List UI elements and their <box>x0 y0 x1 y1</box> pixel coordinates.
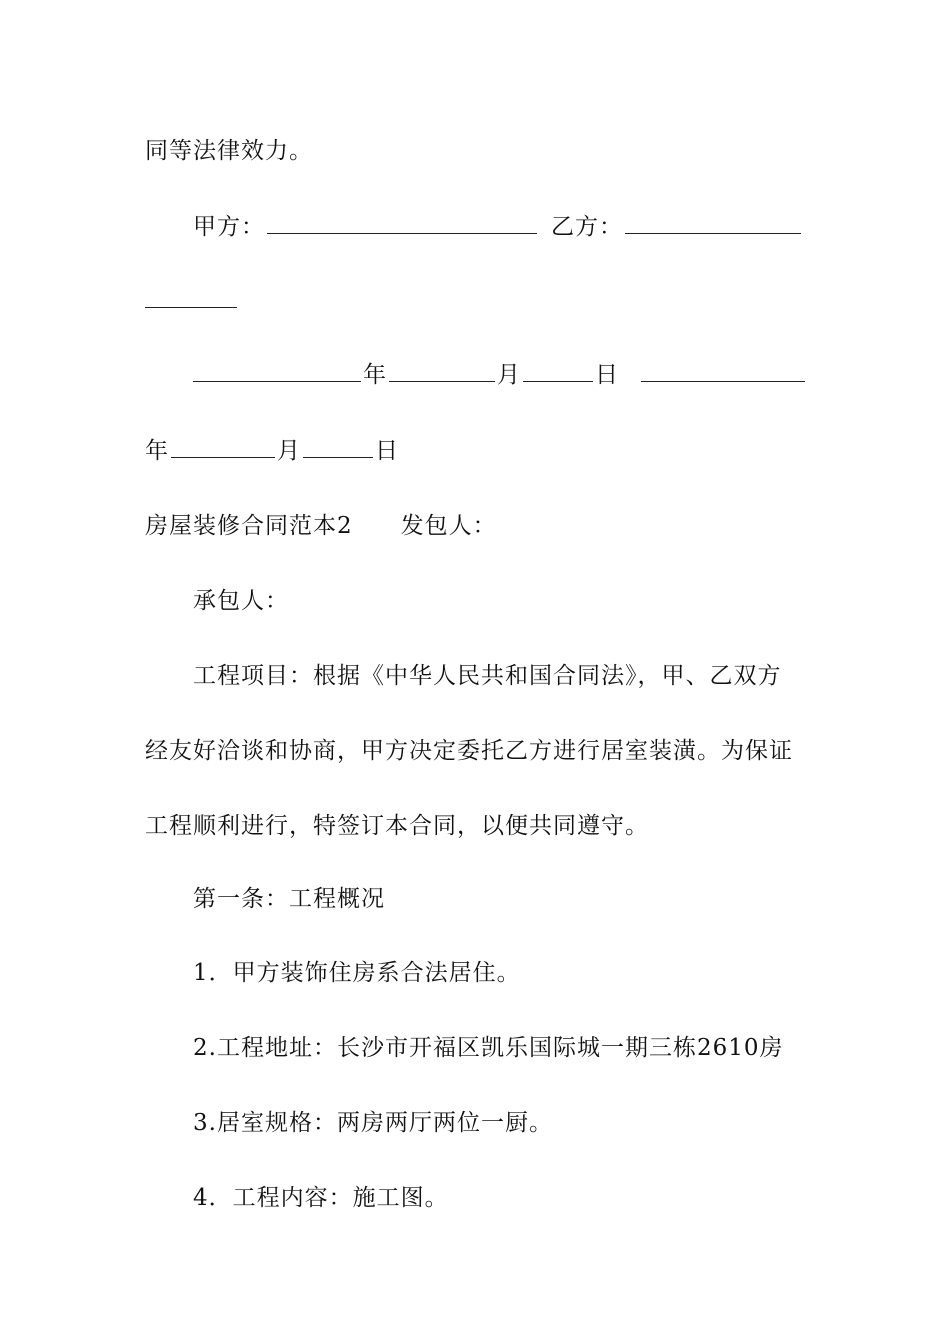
day-label-2: 日 <box>375 438 399 464</box>
party-a-blank <box>267 215 537 234</box>
day-blank-2 <box>303 439 373 458</box>
list-item: 1．甲方装饰住房系合法居住。 <box>193 960 521 986</box>
article-heading: 第一条：工程概况 <box>193 886 385 912</box>
issuer-label: 发包人： <box>400 513 497 539</box>
month-label-2: 月 <box>277 438 301 464</box>
contractor-label: 承包人： <box>193 588 289 614</box>
party-b-label: 乙方： <box>551 214 623 240</box>
party-b-blank <box>625 215 801 234</box>
party-a-label: 甲方： <box>193 214 265 240</box>
month-label: 月 <box>497 362 521 388</box>
signature-line-continued <box>145 286 815 316</box>
month-blank-2 <box>171 439 275 458</box>
date-line-continued <box>145 436 815 466</box>
year-label-2: 年 <box>145 438 169 464</box>
signature-line <box>193 212 863 242</box>
date-line <box>193 360 863 390</box>
list-item: 2.工程地址：长沙市开福区凯乐国际城一期三栋2610房 <box>193 1035 784 1061</box>
year-blank-2 <box>641 363 805 382</box>
paragraph-line: 工程顺利进行，特签订本合同，以便共同遵守。 <box>145 813 649 839</box>
paragraph-line: 工程项目：根据《中华人民共和国合同法》，甲、乙双方 <box>193 663 782 689</box>
month-blank <box>389 363 495 382</box>
year-blank <box>193 363 361 382</box>
document-title: 房屋装修合同范本2 <box>145 513 353 539</box>
year-label: 年 <box>363 362 387 388</box>
day-label: 日 <box>595 362 619 388</box>
day-blank <box>523 363 593 382</box>
party-b-blank-continued <box>145 289 237 308</box>
paragraph-line: 经友好洽谈和协商，甲方决定委托乙方进行居室装潢。为保证 <box>145 738 793 764</box>
list-item: 3.居室规格：两房两厅两位一厨。 <box>193 1110 553 1136</box>
paragraph-line: 同等法律效力。 <box>145 138 313 164</box>
list-item: 4．工程内容：施工图。 <box>193 1185 449 1211</box>
title-line <box>145 511 815 541</box>
